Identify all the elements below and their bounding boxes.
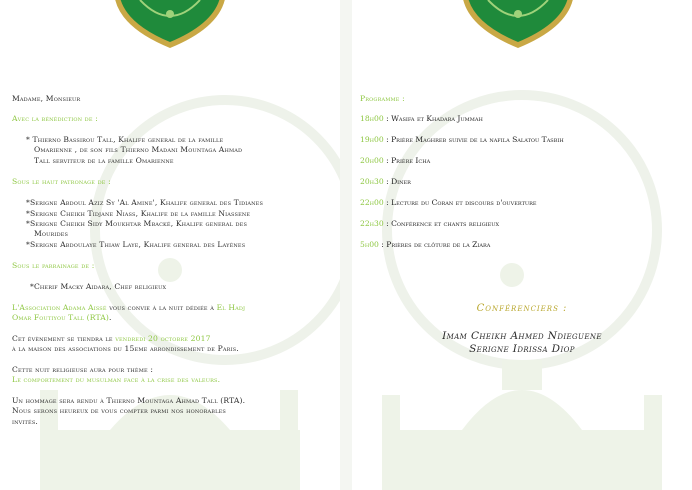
invitation-line (12, 303, 245, 313)
event-text: Cet évènement se tiendra le (12, 334, 116, 343)
program-label: : Conférence et chants religieux (383, 219, 500, 228)
program-time: 20h00 (360, 156, 384, 165)
program-item (360, 240, 490, 249)
patronage-line-3: *Serigne Cheikh Sidy Moukhtar Mbacké, Khalife general des (26, 219, 248, 228)
benediction-line-2: Omarienne , de son fils Thierno Madani Mountaga Ahmad (34, 145, 243, 154)
program-label: : Wasifa et Khadara Jummah (383, 114, 483, 123)
program-time: 18h00 (360, 114, 384, 123)
parrainage-line: *Cherif Macky Aidara, Chef religieux (30, 282, 167, 291)
program-item (360, 177, 411, 186)
theme-intro: Cette nuit religieuse aura pour thème : (12, 365, 154, 374)
program-item (360, 156, 430, 165)
benediction-line-3: Tall serviteur de la famille Omarienne (34, 156, 174, 165)
left-page (0, 0, 340, 490)
theme-text: Le comportement du musulman face à la crise des valeurs. (12, 375, 221, 384)
right-page (352, 0, 692, 490)
benediction-line-1: * Thierno Bassirou Tall, Khalife general de la famille (26, 135, 224, 144)
parrainage-heading: Sous le parrainage de : (12, 261, 95, 270)
greeting: Madame, Monsieur (12, 94, 81, 103)
program-label: : Prière Maghreb suivie de la nafila Salatou Tasbih (383, 135, 564, 144)
speaker-1: Imam Cheikh Ahmed Ndieguene (442, 330, 602, 342)
program-item (360, 135, 564, 144)
benediction-heading: Avec la bénédiction de : (12, 114, 98, 123)
program-label: : Diner (383, 177, 411, 186)
patronage-line-4: Mourides (34, 229, 69, 238)
program-item (360, 198, 537, 207)
program-time: 5h00 (360, 240, 379, 249)
patronage-line-5: *Serigne Abdoulaye Thiaw Laye, Khalife general des Layènes (26, 240, 246, 249)
program-label: : Prières de clôture de la Ziara (378, 240, 491, 249)
program-item (360, 219, 499, 228)
program-time: 22h30 (360, 219, 384, 228)
closing-line-3: invités. (12, 417, 38, 426)
patronage-line-2: *Serigne Cheikh Tidjane Niass, Khalife de la famille Niassene (26, 209, 251, 218)
program-time: 20h30 (360, 177, 384, 186)
program-label: : Prière Icha (383, 156, 431, 165)
page-gutter (340, 0, 352, 490)
speakers-heading: Conférenciers : (476, 303, 568, 314)
honoree-name-part-2: Omar Foutiyou Tall (RTA) (12, 313, 110, 322)
program-label: : Lecture du Coran et discours d'ouverture (383, 198, 537, 207)
program-time: 19h00 (360, 135, 384, 144)
speaker-2: Serigne Idrissa Diop (469, 343, 575, 355)
program-time: 22h00 (360, 198, 384, 207)
patronage-heading: Sous le haut patronage de : (12, 177, 111, 186)
closing-line-1: Un hommage sera rendu à Thierno Mountaga Ahmad Tall (RTA). (12, 396, 246, 405)
honoree-name-part-1: El Hadj (216, 303, 246, 312)
program-heading: Programme : (360, 94, 405, 103)
event-date: vendredi 20 octobre 2017 (115, 334, 211, 343)
event-place: à la maison des associations du 15eme arrondissement de Paris. (12, 344, 239, 353)
ornament-emblem-left (110, 0, 230, 50)
ornament-emblem-right (458, 0, 578, 50)
program-item (360, 114, 483, 123)
closing-line-2: Nous serons heureux de vous compter parmi nos honorables (12, 406, 226, 415)
organisation-name: L'Association Adama Aissé (12, 303, 107, 312)
invitation-line-2 (12, 313, 112, 323)
patronage-line-1: *Serigne Abdoul Aziz Sy 'Al Amine', Khalife general des Tidianes (26, 198, 264, 207)
event-line (12, 334, 211, 344)
invitation-end: . (109, 313, 112, 322)
invitation-text: vous convie à la nuit dédiée à (106, 303, 217, 312)
